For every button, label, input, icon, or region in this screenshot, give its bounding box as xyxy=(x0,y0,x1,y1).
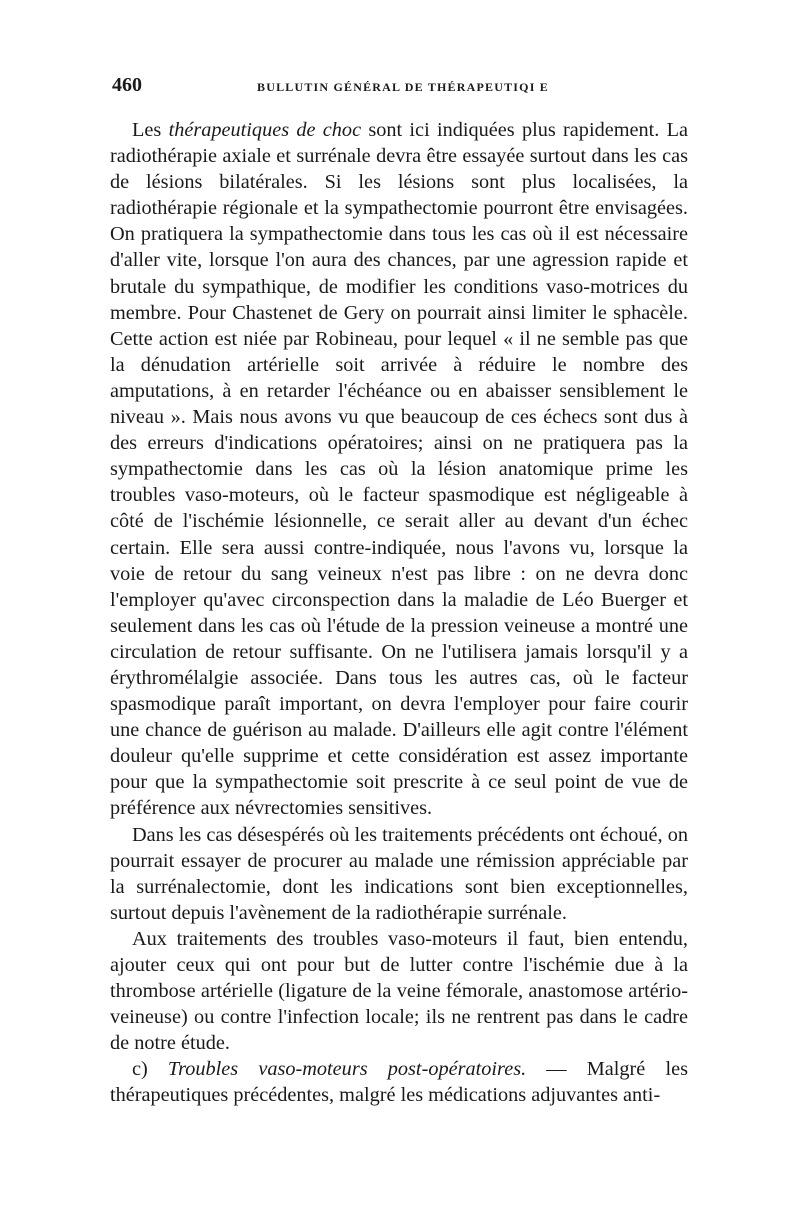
journal-title: BULLUTIN GÉNÉRAL DE THÉRAPEUTIQI E xyxy=(257,80,549,94)
page-number: 460 xyxy=(112,74,142,96)
section-label: c) xyxy=(132,1058,168,1081)
section-text: — Malgré les thérapeutiques précédentes, malgré les médications adjuvantes anti- xyxy=(110,1058,688,1107)
paragraph-cas-desesperes: Dans les cas désespérés où les traitements précédents ont échoué, on pourrait essayer de procurer au malade une rémission appréciable par la surrénalectomie, dont les indications sont bien exceptionnelles, surtout depuis l'avènement de la radiothérapie surrénale. xyxy=(110,823,688,924)
italic-term: thérapeutiques de choc xyxy=(168,119,362,141)
section-heading: Troubles vaso-moteurs post-opératoires. xyxy=(167,1058,527,1081)
paragraph-therapeutiques-de-choc xyxy=(110,117,688,822)
running-head xyxy=(112,74,682,100)
paragraph-body: sont ici indiquées plus rapidement. La radiothérapie axiale et surrénale devra être essayée surtout dans les cas de lésions bilatérales. Si les lésions sont plus localisées, la radiothérapie régionale et la sympathectomie pourront être envisagées. On pratiquera la sympathectomie dans tous les cas où il est nécessaire d'aller vite, lorsque l'on aura des chances, par une agression rapide et brutale du sympathique, de modifier les conditions vaso-motrices du membre. Pour Chastenet de Gery on pourrait ainsi limiter le sphacèle. Cette action est niée par Robineau, pour lequel « il ne semble pas que la dénudation artérielle soit arrivée à réduire le nombre des amputations, à en retarder l'échéance ou en abaisser sensiblement le niveau ». Mais nous avons vu que beaucoup de ces échecs sont dus à des erreurs d'indications opératoires; ainsi on ne pratiquera pas la sympathectomie dans les cas où la lésion anatomique prime les troubles vaso-moteurs, où le facteur spasmodique est négligeable à côté de l'ischémie lésionnelle, ce serait aller au devant d'un échec certain. Elle sera aussi contre-indiquée, nous l'avons vu, lorsque la voie de retour du sang veineux n'est pas libre : on ne devra donc l'employer qu'avec circonspection dans la maladie de Léo Buerger et seulement dans les cas où l'étude de la pression veineuse a montré une circulation de retour suffisante. On ne l'utilisera jamais lorsqu'il y a érythromélalgie associée. Dans tous les autres cas, où le facteur spasmodique paraît important, on devra l'employer pour faire courir une chance de guérison au malade. D'ailleurs elle agit contre l'élément douleur qu'elle supprime et cette considération est assez importante pour que la sympathectomie soit prescrite à ce seul point de vue de préférence aux névrectomies sensitives. xyxy=(110,119,689,820)
paragraph-intro: Les xyxy=(132,119,169,141)
body-text xyxy=(110,117,688,1109)
paragraph-section-c xyxy=(110,1056,688,1108)
paragraph-traitements-ischemie: Aux traitements des troubles vaso-moteurs il faut, bien entendu, ajouter ceux qui ont pour but de lutter contre l'ischémie due à la thrombose artérielle (ligature de la veine fémorale, anastomose artério-veineuse) ou contre l'infection locale; ils ne rentrent pas dans le cadre de notre étude. xyxy=(110,927,688,1055)
